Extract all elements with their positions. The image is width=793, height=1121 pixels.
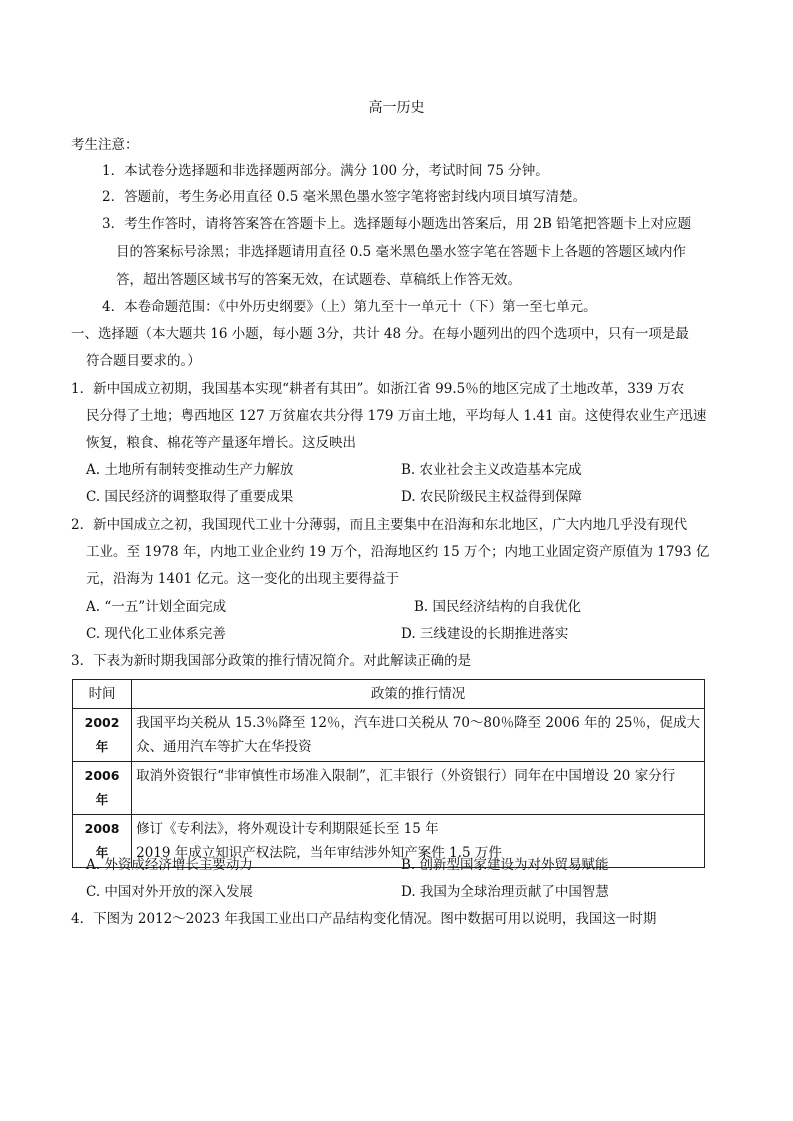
q2-stem-line-2: 工业。至 1978 年，内地工业企业约 19 万个，沿海地区约 15 万个；内地工业固定资产原值为 1793 亿 [86,544,710,560]
policy-line: 取消外资银行“非审慎性市场准入限制”，汇丰银行（外资银行）同年在中国增设 20 家分行 [136,768,676,784]
q1-option-c: C. 国民经济的调整取得了重要成果 [86,489,294,505]
q1-option-a: A. 土地所有制转变推动生产力解放 [86,462,294,478]
policy-line: 我国平均关税从 15.3％降至 12％，汽车进口关税从 70～80％降至 2006 年的 25％，促成大 [136,715,700,731]
page-title: 高一历史 [368,100,425,116]
q2-option-b: B. 国民经济结构的自我优化 [414,599,582,615]
table-cell-policy [132,762,705,815]
table-cell-year: 2006 年 [73,762,132,815]
q1-option-d: D. 农民阶级民主权益得到保障 [401,489,582,505]
q2-option-a: A. “一五”计划全面完成 [86,599,227,615]
policy-line: 修订《专利法》，将外观设计专利期限延长至 15 年 [136,821,439,837]
policy-line: 众、通用汽车等扩大在华投资 [136,739,312,755]
q1-stem-line-2: 民分得了土地；粤西地区 127 万贫雇农共分得 179 万亩土地，平均每人 1.41 亩。这使得农业生产迅速 [86,408,707,424]
q3-stem: 3．下表为新时期我国部分政策的推行情况简介。对此解读正确的是 [71,653,472,669]
q1-stem-line-3: 恢复，粮食、棉花等产量逐年增长。这反映出 [86,435,356,451]
table-cell-year: 2002 年 [73,709,132,762]
q4-stem: 4．下图为 2012～2023 年我国工业出口产品结构变化情况。图中数据可用以说明，我国这一时期 [71,911,657,927]
notice-item-3: 3．考生作答时，请将答案答在答题卡上。选择题每小题选出答案后，用 2B 铅笔把答题卡上对应题 [102,216,692,232]
table-row [73,762,705,815]
notice-item-1: 1．本试卷分选择题和非选择题两部分。满分 100 分，考试时间 75 分钟。 [102,163,549,179]
policy-line: 2019 年成立知识产权法院，当年审结涉外知产案件 1.5 万件 [136,845,502,861]
q3-option-b: B. 创新型国家建设为对外贸易赋能 [401,857,609,873]
q2-stem-line-3: 元，沿海为 1401 亿元。这一变化的出现主要得益于 [86,571,399,587]
table-header-time: 时间 [73,680,132,709]
notice-heading: 考生注意： [71,137,139,153]
table-cell-year: 2008 年 [73,815,132,868]
q3-option-c: C. 中国对外开放的深入发展 [86,884,253,900]
table-header-policy: 政策的推行情况 [132,680,705,709]
q1-option-b: B. 农业社会主义改造基本完成 [401,462,582,478]
notice-item-3-cont-1: 目的答案标号涂黑；非选择题请用直径 0.5 毫米黑色墨水签字笔在答题卡上各题的答题区域内作 [116,244,687,260]
policy-table [72,679,705,868]
section-heading: 一、选择题（本大题共 16 小题，每小题 3分，共计 48 分。在每小题列出的四个选项中，只有一项是最 [71,326,689,342]
q2-option-d: D. 三线建设的长期推进落实 [401,626,569,642]
q2-option-c: C. 现代化工业体系完善 [86,626,226,642]
table-cell-policy [132,709,705,762]
notice-item-3-cont-2: 答，超出答题区域书写的答案无效，在试题卷、草稿纸上作答无效。 [116,272,521,288]
notice-item-4: 4．本卷命题范围：《中外历史纲要》（上）第九至十一单元十（下）第一至七单元。 [102,299,597,315]
q3-option-d: D. 我国为全球治理贡献了中国智慧 [401,884,609,900]
q3-option-a: A. 外资成经济增长主要动力 [86,857,253,873]
q2-stem-line-1: 2．新中国成立之初，我国现代工业十分薄弱，而且主要集中在沿海和东北地区，广大内地几乎没有现代 [71,517,688,533]
section-heading-cont: 符合题目要求的。） [86,353,201,369]
table-row [73,709,705,762]
table-header-row [73,680,705,709]
notice-item-2: 2．答题前，考生务必用直径 0.5 毫米黑色墨水签字笔将密封线内项目填写清楚。 [102,189,587,205]
q1-stem-line-1: 1．新中国成立初期，我国基本实现“耕者有其田”。如浙江省 99.5％的地区完成了土地改革，339 万农 [71,381,685,397]
